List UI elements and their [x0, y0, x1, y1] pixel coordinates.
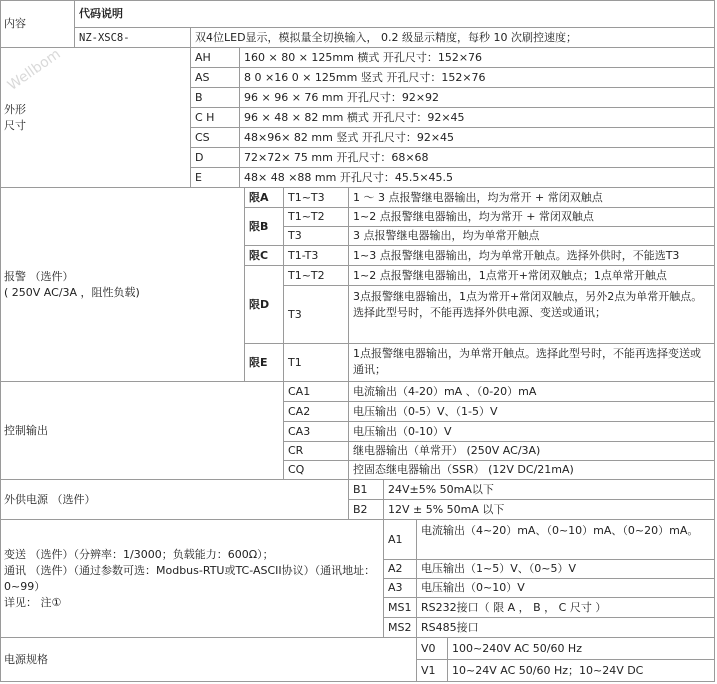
alarm-group: 限A — [245, 188, 284, 208]
shape-label: 外形 尺寸 — [0, 48, 191, 188]
alarm-code: T1~T2 — [284, 208, 349, 227]
alarm-label — [0, 188, 245, 382]
shape-desc: 72×72× 75 mm 开孔尺寸：68×68 — [240, 148, 715, 168]
shape-desc: 96 × 48 × 82 mm 横式 开孔尺寸：92×45 — [240, 108, 715, 128]
header-model: NZ-XSC8- — [75, 28, 191, 48]
shape-desc: 160 × 80 × 125mm 横式 开孔尺寸：152×76 — [240, 48, 715, 68]
transmit-code: A1 — [384, 520, 417, 560]
alarm-code: T1~T3 — [284, 188, 349, 208]
shape-code: E — [191, 168, 240, 188]
power-code: V1 — [417, 660, 448, 682]
control-desc: 电压输出（0-10）V — [349, 422, 715, 442]
power-out-code: B2 — [349, 500, 384, 520]
alarm-desc: 1~3 点报警继电器输出，均为单常开触点。选择外供时，不能选T3 — [349, 246, 715, 266]
power-out-desc: 12V ± 5% 50mA 以下 — [384, 500, 715, 520]
control-code: CA3 — [284, 422, 349, 442]
shape-code: AH — [191, 48, 240, 68]
shape-code: B — [191, 88, 240, 108]
power-out-label: 外供电源 （选件） — [0, 480, 349, 520]
transmit-desc: 电压输出（0~10）V — [417, 579, 715, 598]
alarm-desc: 1 ～ 3 点报警继电器输出，均为常开 + 常闭双触点 — [349, 188, 715, 208]
control-code: CA2 — [284, 402, 349, 422]
shape-code: AS — [191, 68, 240, 88]
alarm-code: T1~T2 — [284, 266, 349, 286]
control-code: CQ — [284, 461, 349, 480]
alarm-desc: 1~2 点报警继电器输出，1点常开+常闭双触点；1点单常开触点 — [349, 266, 715, 286]
shape-code: CS — [191, 128, 240, 148]
alarm-group: 限E — [245, 344, 284, 382]
transmit-line-2: 通讯 （选件）（通过参数可选：Modbus-RTU或TC-ASCII协议）（通讯地址：0~99） — [4, 564, 376, 593]
transmit-code: A3 — [384, 579, 417, 598]
transmit-label — [0, 520, 384, 638]
control-desc: 继电器输出（单常开） (250V AC/3A) — [349, 442, 715, 461]
control-desc: 电压输出（0-5）V、（1-5）V — [349, 402, 715, 422]
header-title: 代码说明 — [75, 0, 715, 28]
power-desc: 100~240V AC 50/60 Hz — [448, 638, 715, 660]
header-desc: 双4位LED显示，模拟量全切换输入， 0.2 级显示精度，每秒 10 次刷控速度； — [191, 28, 715, 48]
control-label: 控制输出 — [0, 382, 284, 480]
shape-code: D — [191, 148, 240, 168]
control-code: CR — [284, 442, 349, 461]
alarm-subtitle: ( 250V AC/3A ，阻性负载) — [4, 286, 140, 299]
transmit-line-3: 详见： 注① — [4, 596, 62, 609]
alarm-group: 限D — [245, 266, 284, 344]
shape-desc: 96 × 96 × 76 mm 开孔尺寸：92×92 — [240, 88, 715, 108]
control-code: CA1 — [284, 382, 349, 402]
power-label: 电源规格 — [0, 638, 417, 682]
shape-desc: 48× 48 ×88 mm 开孔尺寸：45.5×45.5 — [240, 168, 715, 188]
alarm-desc: 3 点报警继电器输出，均为单常开触点 — [349, 227, 715, 246]
transmit-line-1: 变送 （选件）（分辨率：1/3000；负载能力：600Ω）； — [4, 548, 274, 561]
alarm-group: 限B — [245, 208, 284, 246]
shape-code: C H — [191, 108, 240, 128]
alarm-desc: 1~2 点报警继电器输出，均为常开 + 常闭双触点 — [349, 208, 715, 227]
transmit-desc: 电压输出（1~5）V、（0~5）V — [417, 560, 715, 579]
alarm-desc: 1点报警继电器输出，为单常开触点。选择此型号时，不能再选择变送或通讯； — [349, 344, 715, 382]
transmit-code: MS2 — [384, 618, 417, 638]
shape-desc: 8 0 ×16 0 × 125mm 竖式 开孔尺寸：152×76 — [240, 68, 715, 88]
transmit-desc: RS232接口（ 限 A ， B ， C 尺寸 ） — [417, 598, 715, 618]
power-code: V0 — [417, 638, 448, 660]
alarm-code: T1-T3 — [284, 246, 349, 266]
transmit-code: A2 — [384, 560, 417, 579]
power-desc: 10~24V AC 50/60 Hz；10~24V DC — [448, 660, 715, 682]
transmit-code: MS1 — [384, 598, 417, 618]
watermark: Wellbom — [4, 46, 64, 94]
control-desc: 电流输出（4-20）mA 、（0-20）mA — [349, 382, 715, 402]
alarm-code: T3 — [284, 286, 349, 344]
alarm-desc: 3点报警继电器输出，1点为常开+常闭双触点，另外2点为单常开触点。 选择此型号时，不能再选择外供电源、变送或通讯； — [349, 286, 715, 344]
alarm-code: T1 — [284, 344, 349, 382]
power-out-desc: 24V±5% 50mA以下 — [384, 480, 715, 500]
power-out-code: B1 — [349, 480, 384, 500]
alarm-code: T3 — [284, 227, 349, 246]
control-desc: 控固态继电器输出（SSR） (12V DC/21mA) — [349, 461, 715, 480]
transmit-desc: 电流输出（4~20）mA、（0~10）mA、（0~20）mA。 — [417, 520, 715, 560]
alarm-group: 限C — [245, 246, 284, 266]
header-label: 内容 — [0, 0, 75, 48]
alarm-title: 报警 （选件） — [4, 270, 74, 283]
shape-desc: 48×96× 82 mm 竖式 开孔尺寸：92×45 — [240, 128, 715, 148]
transmit-desc: RS485接口 — [417, 618, 715, 638]
